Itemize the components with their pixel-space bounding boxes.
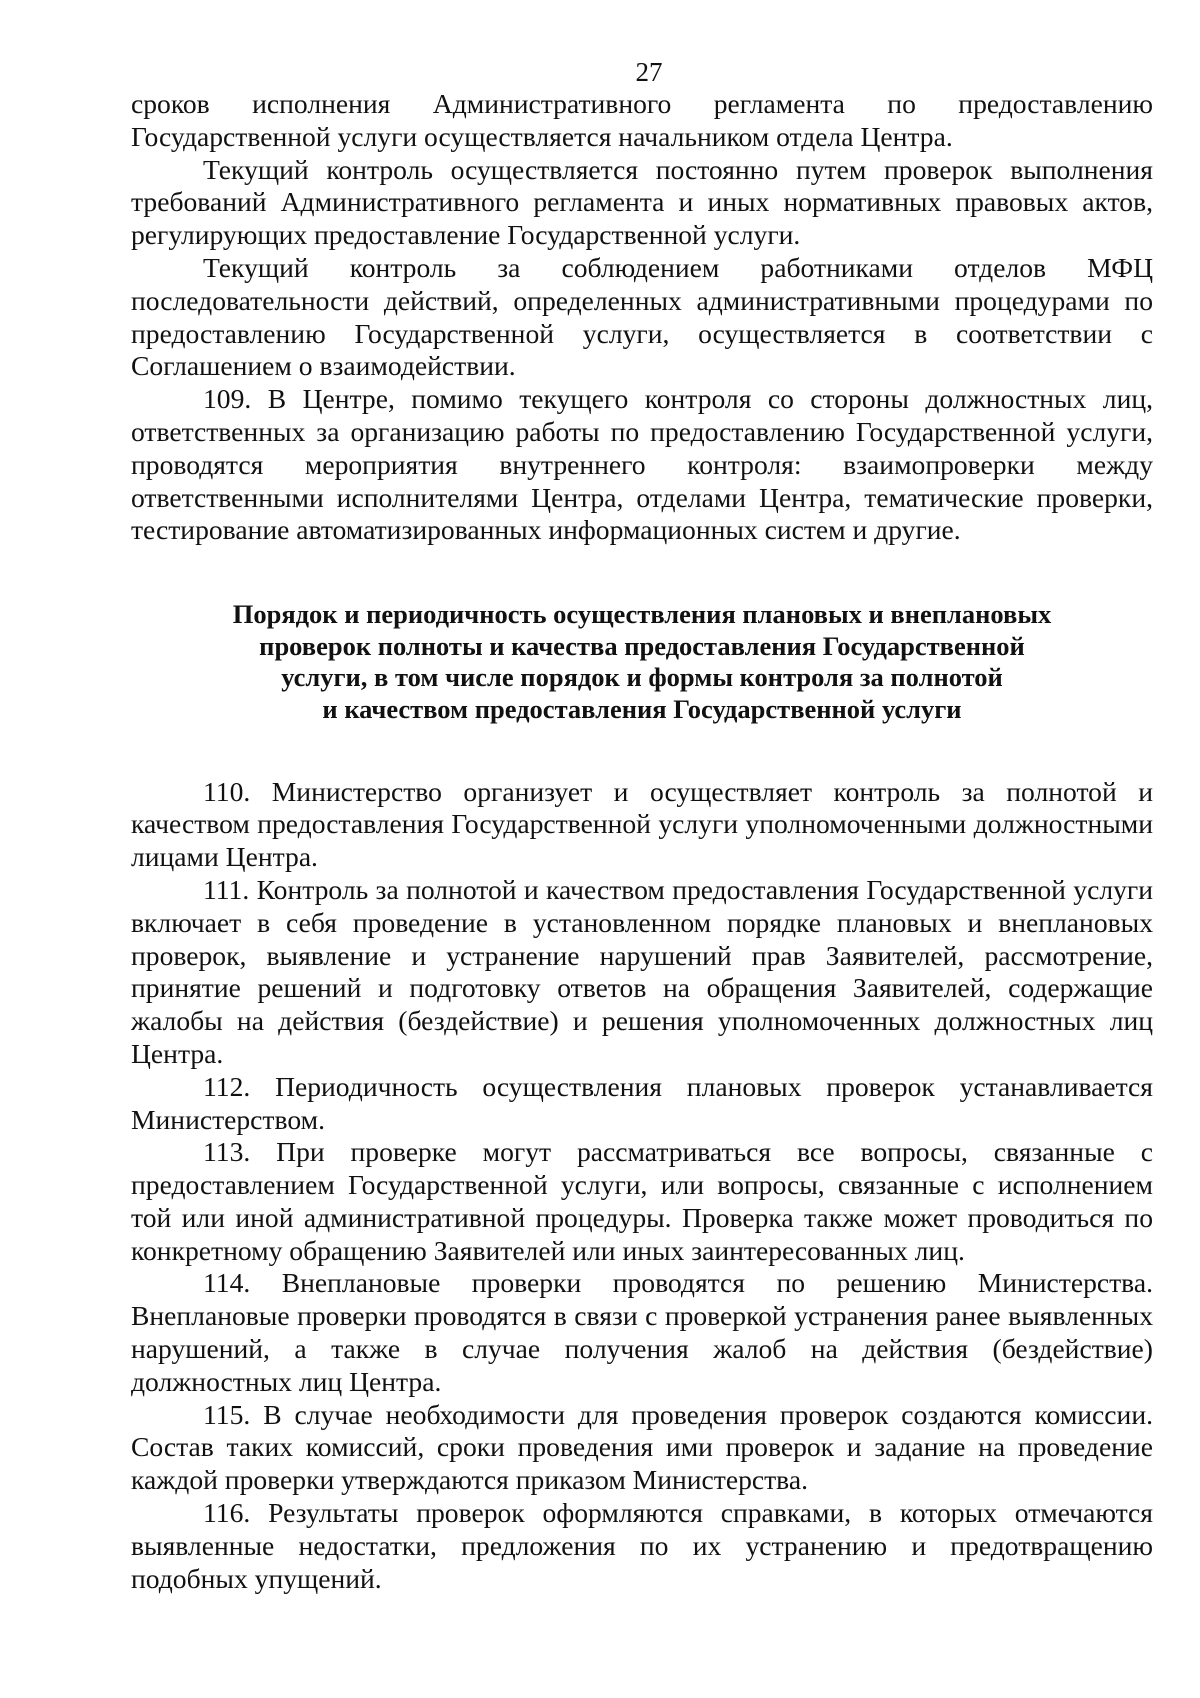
heading-line: Порядок и периодичность осуществления плановых и внеплановых (232, 599, 1052, 630)
paragraph-114: 114. Внеплановые проверки проводятся по решению Министерства. Внеплановые проверки проводятся в связи с проверкой устранения ранее выявленных нарушений, а также в случае получения жалоб на действия (бездействие) должностных лиц Центра. (131, 1267, 1153, 1397)
paragraph-110: 110. Министерство организует и осуществляет контроль за полнотой и качеством предоставления Государственной услуги уполномоченными должностными лицами Центра. (131, 775, 1153, 873)
paragraph-continuation: сроков исполнения Административного регламента по предоставлению Государственной услуги осуществляется начальником отдела Центра. (131, 88, 1153, 152)
heading-line: проверок полноты и качества предоставления Государственной (259, 630, 1025, 661)
document-page (131, 56, 1153, 1595)
paragraph-112: 112. Периодичность осуществления плановых проверок устанавливается Министерством. (131, 1070, 1153, 1135)
paragraph-109: 109. В Центре, помимо текущего контроля со стороны должностных лиц, ответственных за организацию работы по предоставлению Государственной услуги, проводятся мероприятия внутреннего контроля: взаимопроверки между ответственными исполнителями Центра, отделами Центра, тематические проверки, тестирование автоматизированных информационных систем и другие. (131, 383, 1153, 546)
page-number: 27 (635, 57, 663, 87)
paragraph-113: 113. При проверке могут рассматриваться все вопросы, связанные с предоставлением Государственной услуги, или вопросы, связанные с исполнением той или иной административной процедуры. Проверка также может проводиться по конкретному обращению Заявителей или иных заинтересованных лиц. (131, 1136, 1153, 1266)
paragraph-116: 116. Результаты проверок оформляются справками, в которых отмечаются выявленные недостатки, предложения по их устранению и предотвращению подобных упущений. (131, 1497, 1153, 1594)
section-heading (131, 599, 1153, 725)
heading-line: услуги, в том числе порядок и формы контроля за полнотой (281, 662, 1003, 693)
paragraph-current-control: Текущий контроль осуществляется постоянно путем проверок выполнения требований Административного регламента и иных нормативных правовых актов, регулирующих предоставление Государственной услуги. (131, 153, 1153, 251)
paragraph-115: 115. В случае необходимости для проведения проверок создаются комиссии. Состав таких комиссий, сроки проведения ими проверок и задание на проведение каждой проверки утверждаются приказом Министерства. (131, 1398, 1153, 1496)
paragraph-111: 111. Контроль за полнотой и качеством предоставления Государственной услуги включает в себя проведение в установленном порядке плановых и внеплановых проверок, выявление и устранение нарушений прав Заявителей, рассмотрение, принятие решений и подготовку ответов на обращения Заявителей, содержащие жалобы на действия (бездействие) и решения уполномоченных должностных лиц Центра. (131, 873, 1153, 1069)
heading-line: и качеством предоставления Государственной услуги (322, 693, 962, 724)
paragraph-mfc-control: Текущий контроль за соблюдением работниками отделов МФЦ последовательности действий, определенных административными процедурами по предоставлению Государственной услуги, осуществляется в соответствии с Соглашением о взаимодействии. (131, 251, 1153, 382)
